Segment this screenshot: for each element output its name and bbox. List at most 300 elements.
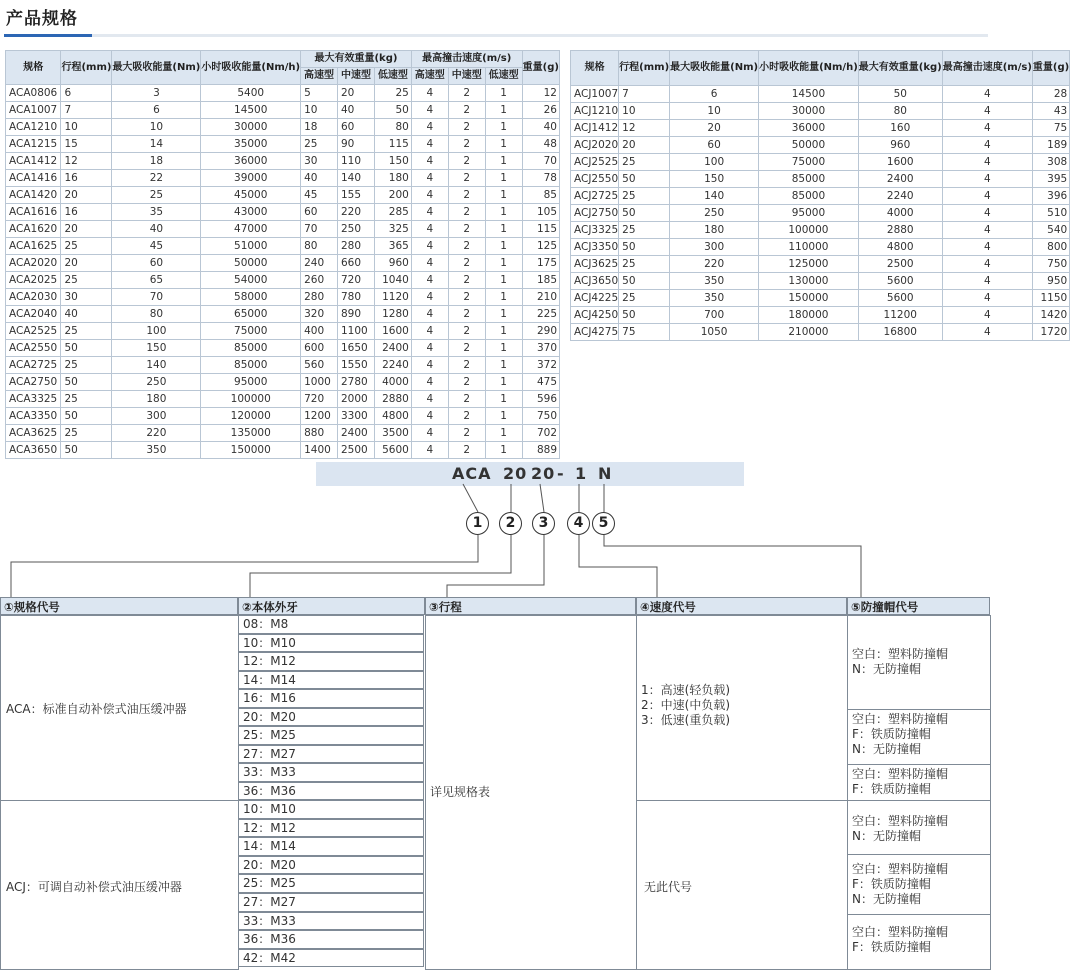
spec-value-cell: 4 bbox=[942, 256, 1032, 273]
spec-value-cell: 2 bbox=[448, 102, 485, 119]
spec-value-cell: 1280 bbox=[374, 306, 411, 323]
spec-value-cell: 240 bbox=[301, 255, 338, 272]
spec-model-cell: ACA1620 bbox=[6, 221, 61, 238]
spec-value-cell: 175 bbox=[522, 255, 559, 272]
spec-value-cell: 50 bbox=[619, 239, 670, 256]
spec-value-cell: 1600 bbox=[858, 154, 942, 171]
spec-value-cell: 18 bbox=[301, 119, 338, 136]
spec-value-cell: 2 bbox=[448, 204, 485, 221]
spec-value-cell: 95000 bbox=[201, 374, 301, 391]
spec-value-cell: 6 bbox=[61, 85, 112, 102]
spec-value-cell: 280 bbox=[338, 238, 375, 255]
spec-value-cell: 50 bbox=[61, 374, 112, 391]
spec-value-cell: 2780 bbox=[338, 374, 375, 391]
spec-value-cell: 250 bbox=[112, 374, 201, 391]
spec-value-cell: 78 bbox=[522, 170, 559, 187]
spec-value-cell: 396 bbox=[1032, 188, 1069, 205]
spec-value-cell: 750 bbox=[1032, 256, 1069, 273]
spec-value-cell: 4 bbox=[411, 136, 448, 153]
spec-value-cell: 210000 bbox=[759, 324, 859, 341]
spec-value-cell: 10 bbox=[112, 119, 201, 136]
spec-value-cell: 6 bbox=[112, 102, 201, 119]
series-acj-text: ACJ：可调自动补偿式油压缓冲器 bbox=[6, 880, 182, 894]
spec-value-cell: 160 bbox=[858, 120, 942, 137]
spec-value-cell: 50 bbox=[61, 340, 112, 357]
spec-value-cell: 4 bbox=[942, 222, 1032, 239]
cap-acj-text-1 bbox=[852, 814, 948, 844]
spec-model-cell: ACJ2750 bbox=[571, 205, 619, 222]
spec-value-cell: 100 bbox=[112, 323, 201, 340]
spec-value-cell: 51000 bbox=[201, 238, 301, 255]
spec-value-cell: 35000 bbox=[201, 136, 301, 153]
spec-value-cell: 4 bbox=[411, 374, 448, 391]
spec-value-cell: 5600 bbox=[374, 442, 411, 459]
spec-value-cell: 5600 bbox=[858, 273, 942, 290]
spec-model-cell: ACJ3650 bbox=[571, 273, 619, 290]
spec-value-cell: 35 bbox=[112, 204, 201, 221]
spec-value-cell: 115 bbox=[374, 136, 411, 153]
spec-value-cell: 70 bbox=[522, 153, 559, 170]
thread-option: 27：M27 bbox=[238, 893, 424, 912]
spec-model-cell: ACA3325 bbox=[6, 391, 61, 408]
spec-value-cell: 25 bbox=[374, 85, 411, 102]
spec-model-cell: ACA1616 bbox=[6, 204, 61, 221]
spec-value-cell: 950 bbox=[1032, 273, 1069, 290]
spec-value-cell: 120000 bbox=[201, 408, 301, 425]
spec-value-cell: 2 bbox=[448, 357, 485, 374]
spec-value-cell: 4 bbox=[411, 238, 448, 255]
spec-value-cell: 25 bbox=[619, 290, 670, 307]
spec-value-cell: 2 bbox=[448, 255, 485, 272]
spec-value-cell: 3300 bbox=[338, 408, 375, 425]
spec-value-cell: 3 bbox=[112, 85, 201, 102]
thread-option: 20：M20 bbox=[238, 708, 424, 727]
spec-value-cell: 702 bbox=[522, 425, 559, 442]
spec-model-cell: ACJ4225 bbox=[571, 290, 619, 307]
spec-value-cell: 180 bbox=[112, 391, 201, 408]
spec-value-cell: 150000 bbox=[759, 290, 859, 307]
spec-value-cell: 320 bbox=[301, 306, 338, 323]
spec-value-cell: 50000 bbox=[759, 137, 859, 154]
speed-code-list bbox=[641, 683, 730, 728]
spec-value-cell: 1 bbox=[485, 289, 522, 306]
spec-value-cell: 2400 bbox=[858, 171, 942, 188]
spec-value-cell: 395 bbox=[1032, 171, 1069, 188]
spec-value-cell: 22 bbox=[112, 170, 201, 187]
spec-value-cell: 105 bbox=[522, 204, 559, 221]
spec-value-cell: 4 bbox=[411, 408, 448, 425]
spec-value-cell: 4 bbox=[411, 306, 448, 323]
spec-value-cell: 50 bbox=[619, 205, 670, 222]
spec-value-cell: 39000 bbox=[201, 170, 301, 187]
thread-option: 42：M42 bbox=[238, 949, 424, 968]
spec-value-cell: 100000 bbox=[759, 222, 859, 239]
thread-option: 33：M33 bbox=[238, 912, 424, 931]
spec-value-cell: 1 bbox=[485, 187, 522, 204]
spec-value-cell: 4 bbox=[411, 119, 448, 136]
spec-value-cell: 1650 bbox=[338, 340, 375, 357]
spec-value-cell: 4 bbox=[411, 85, 448, 102]
spec-value-cell: 2 bbox=[448, 136, 485, 153]
spec-value-cell: 10 bbox=[670, 103, 759, 120]
spec-value-cell: 2 bbox=[448, 340, 485, 357]
spec-value-cell: 150000 bbox=[201, 442, 301, 459]
header-max-speed: 最高撞击速度(m/s) bbox=[942, 51, 1032, 86]
cap-line: 空白：塑料防撞帽 bbox=[852, 925, 949, 939]
spec-value-cell: 372 bbox=[522, 357, 559, 374]
cap-line: 空白：塑料防撞帽 bbox=[852, 712, 949, 726]
spec-value-cell: 2880 bbox=[858, 222, 942, 239]
code-cap: N bbox=[598, 464, 613, 483]
spec-value-cell: 1 bbox=[485, 425, 522, 442]
spec-value-cell: 1400 bbox=[301, 442, 338, 459]
spec-model-cell: ACA3350 bbox=[6, 408, 61, 425]
spec-value-cell: 1 bbox=[485, 221, 522, 238]
spec-value-cell: 4 bbox=[942, 273, 1032, 290]
spec-value-cell: 1 bbox=[485, 272, 522, 289]
spec-value-cell: 4 bbox=[942, 103, 1032, 120]
spec-value-cell: 100000 bbox=[201, 391, 301, 408]
spec-value-cell: 43000 bbox=[201, 204, 301, 221]
spec-value-cell: 30000 bbox=[759, 103, 859, 120]
spec-value-cell: 250 bbox=[670, 205, 759, 222]
spec-value-cell: 5400 bbox=[201, 85, 301, 102]
spec-value-cell: 16 bbox=[61, 170, 112, 187]
spec-value-cell: 140 bbox=[670, 188, 759, 205]
spec-model-cell: ACJ4250 bbox=[571, 307, 619, 324]
spec-value-cell: 40 bbox=[338, 102, 375, 119]
spec-value-cell: 700 bbox=[670, 307, 759, 324]
spec-value-cell: 20 bbox=[61, 255, 112, 272]
spec-value-cell: 200 bbox=[374, 187, 411, 204]
spec-value-cell: 70 bbox=[112, 289, 201, 306]
spec-value-cell: 65000 bbox=[201, 306, 301, 323]
spec-value-cell: 4 bbox=[411, 272, 448, 289]
spec-value-cell: 300 bbox=[112, 408, 201, 425]
spec-value-cell: 4 bbox=[411, 357, 448, 374]
spec-value-cell: 115 bbox=[522, 221, 559, 238]
spec-value-cell: 20 bbox=[670, 120, 759, 137]
spec-value-cell: 75000 bbox=[759, 154, 859, 171]
thread-option: 20：M20 bbox=[238, 856, 424, 875]
spec-value-cell: 475 bbox=[522, 374, 559, 391]
spec-value-cell: 4 bbox=[411, 323, 448, 340]
spec-value-cell: 45000 bbox=[201, 187, 301, 204]
spec-value-cell: 4 bbox=[942, 137, 1032, 154]
spec-value-cell: 1 bbox=[485, 391, 522, 408]
spec-value-cell: 2 bbox=[448, 408, 485, 425]
spec-value-cell: 4 bbox=[411, 187, 448, 204]
spec-value-cell: 5600 bbox=[858, 290, 942, 307]
spec-value-cell: 4 bbox=[411, 255, 448, 272]
spec-value-cell: 12 bbox=[619, 120, 670, 137]
spec-value-cell: 1 bbox=[485, 102, 522, 119]
cap-line: 空白：塑料防撞帽 bbox=[852, 814, 949, 828]
spec-value-cell: 2240 bbox=[858, 188, 942, 205]
cap-aca-text-3 bbox=[852, 767, 948, 797]
spec-value-cell: 50 bbox=[374, 102, 411, 119]
spec-model-cell: ACJ1412 bbox=[571, 120, 619, 137]
cap-line: F：铁质防撞帽 bbox=[852, 727, 931, 741]
spec-value-cell: 110000 bbox=[759, 239, 859, 256]
spec-value-cell: 2 bbox=[448, 306, 485, 323]
cap-acj-text-3 bbox=[852, 925, 948, 955]
spec-value-cell: 1 bbox=[485, 306, 522, 323]
spec-value-cell: 1 bbox=[485, 255, 522, 272]
spec-value-cell: 2 bbox=[448, 323, 485, 340]
spec-value-cell: 90 bbox=[338, 136, 375, 153]
stroke-note: 详见规格表 bbox=[430, 785, 491, 799]
spec-value-cell: 2400 bbox=[374, 340, 411, 357]
legend-header-stroke: ③行程 bbox=[425, 597, 636, 615]
spec-value-cell: 4 bbox=[411, 102, 448, 119]
spec-value-cell: 4800 bbox=[858, 239, 942, 256]
spec-value-cell: 40 bbox=[522, 119, 559, 136]
spec-value-cell: 60 bbox=[112, 255, 201, 272]
spec-value-cell: 4 bbox=[942, 205, 1032, 222]
spec-value-cell: 36000 bbox=[201, 153, 301, 170]
spec-value-cell: 4 bbox=[942, 290, 1032, 307]
cap-line: N：无防撞帽 bbox=[852, 892, 921, 906]
spec-value-cell: 135000 bbox=[201, 425, 301, 442]
code-series: ACA bbox=[452, 464, 492, 483]
spec-value-cell: 30000 bbox=[201, 119, 301, 136]
spec-value-cell: 43 bbox=[1032, 103, 1069, 120]
spec-value-cell: 50 bbox=[858, 86, 942, 103]
cap-acj-text-2 bbox=[852, 862, 948, 907]
spec-value-cell: 10 bbox=[301, 102, 338, 119]
spec-value-cell: 12 bbox=[522, 85, 559, 102]
spec-value-cell: 4 bbox=[411, 442, 448, 459]
header-weight: 重量(g) bbox=[522, 51, 559, 85]
header-stroke: 行程(mm) bbox=[61, 51, 112, 85]
spec-value-cell: 100 bbox=[670, 154, 759, 171]
spec-value-cell: 6 bbox=[670, 86, 759, 103]
spec-value-cell: 25 bbox=[61, 323, 112, 340]
spec-value-cell: 4 bbox=[942, 324, 1032, 341]
spec-value-cell: 16800 bbox=[858, 324, 942, 341]
spec-value-cell: 2 bbox=[448, 119, 485, 136]
spec-model-cell: ACA2750 bbox=[6, 374, 61, 391]
thread-option: 36：M36 bbox=[238, 782, 424, 801]
cap-line: N：无防撞帽 bbox=[852, 662, 921, 676]
spec-value-cell: 1 bbox=[485, 119, 522, 136]
spec-value-cell: 2000 bbox=[338, 391, 375, 408]
spec-value-cell: 300 bbox=[670, 239, 759, 256]
header-high: 高速型 bbox=[411, 68, 448, 85]
spec-value-cell: 2 bbox=[448, 153, 485, 170]
spec-value-cell: 50 bbox=[61, 442, 112, 459]
spec-value-cell: 400 bbox=[301, 323, 338, 340]
code-stroke: 20 bbox=[531, 464, 556, 483]
spec-value-cell: 75000 bbox=[201, 323, 301, 340]
spec-value-cell: 350 bbox=[670, 273, 759, 290]
spec-value-cell: 720 bbox=[301, 391, 338, 408]
spec-value-cell: 4800 bbox=[374, 408, 411, 425]
spec-model-cell: ACJ2550 bbox=[571, 171, 619, 188]
spec-model-cell: ACJ3350 bbox=[571, 239, 619, 256]
cap-line: F：铁质防撞帽 bbox=[852, 782, 931, 796]
spec-value-cell: 58000 bbox=[201, 289, 301, 306]
spec-value-cell: 1 bbox=[485, 442, 522, 459]
header-hour-energy: 小时吸收能量(Nm/h) bbox=[201, 51, 301, 85]
spec-value-cell: 25 bbox=[61, 357, 112, 374]
spec-value-cell: 2880 bbox=[374, 391, 411, 408]
spec-model-cell: ACJ3325 bbox=[571, 222, 619, 239]
spec-value-cell: 720 bbox=[338, 272, 375, 289]
spec-model-cell: ACA2725 bbox=[6, 357, 61, 374]
spec-value-cell: 14 bbox=[112, 136, 201, 153]
spec-value-cell: 80 bbox=[301, 238, 338, 255]
spec-value-cell: 2 bbox=[448, 221, 485, 238]
spec-value-cell: 2400 bbox=[338, 425, 375, 442]
spec-value-cell: 50 bbox=[619, 273, 670, 290]
spec-value-cell: 4 bbox=[411, 221, 448, 238]
spec-value-cell: 800 bbox=[1032, 239, 1069, 256]
speed-none-text: 无此代号 bbox=[644, 880, 693, 894]
spec-model-cell: ACA2025 bbox=[6, 272, 61, 289]
spec-value-cell: 25 bbox=[61, 238, 112, 255]
spec-value-cell: 150 bbox=[112, 340, 201, 357]
spec-value-cell: 2 bbox=[448, 187, 485, 204]
header-spec: 规格 bbox=[571, 51, 619, 86]
spec-value-cell: 1600 bbox=[374, 323, 411, 340]
spec-value-cell: 4 bbox=[411, 425, 448, 442]
spec-model-cell: ACA1210 bbox=[6, 119, 61, 136]
spec-value-cell: 189 bbox=[1032, 137, 1069, 154]
spec-value-cell: 7 bbox=[61, 102, 112, 119]
cap-line: N：无防撞帽 bbox=[852, 742, 921, 756]
spec-model-cell: ACA2550 bbox=[6, 340, 61, 357]
thread-option: 14：M14 bbox=[238, 837, 424, 856]
spec-value-cell: 36000 bbox=[759, 120, 859, 137]
header-energy: 最大吸收能量(Nm) bbox=[670, 51, 759, 86]
header-max-weight: 最大有效重量(kg) bbox=[858, 51, 942, 86]
spec-value-cell: 10 bbox=[619, 103, 670, 120]
legend-header-cap: ⑤防撞帽代号 bbox=[847, 597, 990, 615]
spec-model-cell: ACA1420 bbox=[6, 187, 61, 204]
spec-value-cell: 180 bbox=[374, 170, 411, 187]
spec-value-cell: 5 bbox=[301, 85, 338, 102]
cap-line: 空白：塑料防撞帽 bbox=[852, 767, 949, 781]
spec-value-cell: 50000 bbox=[201, 255, 301, 272]
speed-code-1: 1：高速(轻负载) bbox=[641, 683, 730, 697]
spec-value-cell: 4 bbox=[942, 86, 1032, 103]
spec-value-cell: 12 bbox=[61, 153, 112, 170]
spec-value-cell: 960 bbox=[858, 137, 942, 154]
spec-value-cell: 110 bbox=[338, 153, 375, 170]
cap-line: 空白：塑料防撞帽 bbox=[852, 647, 949, 661]
spec-model-cell: ACJ3625 bbox=[571, 256, 619, 273]
spec-value-cell: 890 bbox=[338, 306, 375, 323]
header-weight: 重量(g) bbox=[1032, 51, 1069, 86]
spec-value-cell: 1120 bbox=[374, 289, 411, 306]
spec-value-cell: 25 bbox=[301, 136, 338, 153]
spec-value-cell: 3500 bbox=[374, 425, 411, 442]
legend-header-series: ①规格代号 bbox=[0, 597, 238, 615]
spec-value-cell: 1000 bbox=[301, 374, 338, 391]
spec-model-cell: ACA3625 bbox=[6, 425, 61, 442]
header-max-speed: 最高撞击速度(m/s) bbox=[411, 51, 522, 68]
spec-value-cell: 365 bbox=[374, 238, 411, 255]
thread-option: 10：M10 bbox=[238, 800, 424, 819]
spec-value-cell: 4000 bbox=[858, 205, 942, 222]
spec-value-cell: 220 bbox=[670, 256, 759, 273]
spec-value-cell: 2 bbox=[448, 442, 485, 459]
callout-circle-3: 3 bbox=[532, 512, 555, 535]
spec-value-cell: 75 bbox=[1032, 120, 1069, 137]
spec-value-cell: 220 bbox=[112, 425, 201, 442]
spec-value-cell: 25 bbox=[61, 391, 112, 408]
header-low: 低速型 bbox=[485, 68, 522, 85]
spec-value-cell: 25 bbox=[619, 256, 670, 273]
spec-value-cell: 150 bbox=[374, 153, 411, 170]
thread-option: 14：M14 bbox=[238, 671, 424, 690]
callout-circle-1: 1 bbox=[466, 512, 489, 535]
thread-option: 25：M25 bbox=[238, 874, 424, 893]
callout-circle-5: 5 bbox=[592, 512, 615, 535]
spec-value-cell: 150 bbox=[670, 171, 759, 188]
spec-value-cell: 11200 bbox=[858, 307, 942, 324]
spec-value-cell: 660 bbox=[338, 255, 375, 272]
spec-value-cell: 50 bbox=[619, 307, 670, 324]
spec-value-cell: 220 bbox=[338, 204, 375, 221]
header-mid: 中速型 bbox=[448, 68, 485, 85]
thread-option: 33：M33 bbox=[238, 763, 424, 782]
spec-value-cell: 2 bbox=[448, 238, 485, 255]
spec-value-cell: 20 bbox=[61, 221, 112, 238]
code-speed: 1 bbox=[575, 464, 588, 483]
thread-option: 08：M8 bbox=[238, 615, 424, 634]
thread-option: 10：M10 bbox=[238, 634, 424, 653]
spec-value-cell: 225 bbox=[522, 306, 559, 323]
spec-value-cell: 2240 bbox=[374, 357, 411, 374]
header-low: 低速型 bbox=[374, 68, 411, 85]
spec-value-cell: 325 bbox=[374, 221, 411, 238]
spec-value-cell: 80 bbox=[858, 103, 942, 120]
spec-value-cell: 285 bbox=[374, 204, 411, 221]
spec-value-cell: 889 bbox=[522, 442, 559, 459]
spec-value-cell: 70 bbox=[301, 221, 338, 238]
spec-value-cell: 1 bbox=[485, 408, 522, 425]
spec-value-cell: 1 bbox=[485, 204, 522, 221]
spec-value-cell: 250 bbox=[338, 221, 375, 238]
spec-value-cell: 14500 bbox=[759, 86, 859, 103]
spec-value-cell: 4 bbox=[411, 289, 448, 306]
spec-model-cell: ACJ2020 bbox=[571, 137, 619, 154]
page-title: 产品规格 bbox=[6, 9, 78, 29]
spec-value-cell: 780 bbox=[338, 289, 375, 306]
spec-value-cell: 750 bbox=[522, 408, 559, 425]
spec-value-cell: 20 bbox=[61, 187, 112, 204]
spec-value-cell: 1 bbox=[485, 170, 522, 187]
spec-value-cell: 280 bbox=[301, 289, 338, 306]
spec-model-cell: ACA1416 bbox=[6, 170, 61, 187]
spec-value-cell: 4 bbox=[411, 204, 448, 221]
legend-header-speed: ④速度代号 bbox=[636, 597, 847, 615]
spec-value-cell: 50 bbox=[61, 408, 112, 425]
spec-value-cell: 4 bbox=[942, 154, 1032, 171]
spec-value-cell: 1 bbox=[485, 357, 522, 374]
speed-code-3: 3：低速(重负载) bbox=[641, 713, 730, 727]
thread-option: 25：M25 bbox=[238, 726, 424, 745]
spec-value-cell: 40 bbox=[61, 306, 112, 323]
spec-value-cell: 18 bbox=[112, 153, 201, 170]
spec-value-cell: 600 bbox=[301, 340, 338, 357]
spec-value-cell: 25 bbox=[619, 188, 670, 205]
spec-value-cell: 1420 bbox=[1032, 307, 1069, 324]
cap-aca-text-1 bbox=[852, 647, 948, 677]
